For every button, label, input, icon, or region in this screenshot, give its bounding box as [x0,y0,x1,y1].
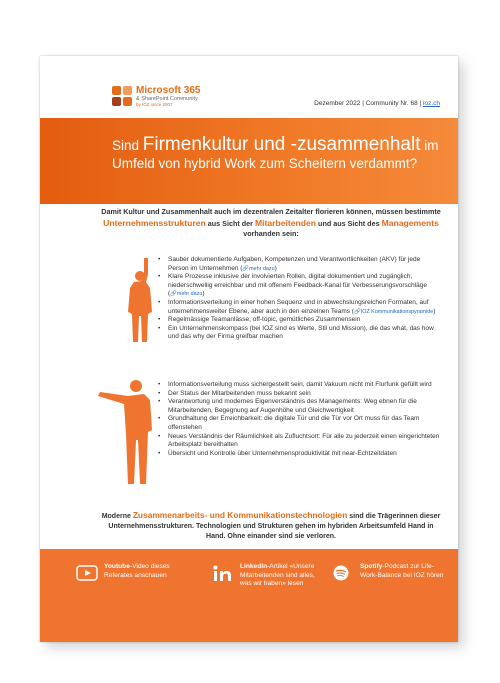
title-post: im Umfeld von hybrid Work zum Scheitern verdammt? [112,138,439,171]
newsletter-page [40,56,458,642]
list-item [158,316,442,325]
intro-text-3: und aus Sicht des [316,218,382,228]
linkedin-text[interactable]: -Artikel «Unsere Mitarbeitenden sind alles, was wir haben» lesen [240,563,315,588]
intro-text-2: aus Sicht der [205,218,255,228]
youtube-label[interactable]: Youtube [104,563,130,570]
mehr-dazu-link[interactable]: 🔗mehr dazu [170,291,203,298]
list-item-text: Informationsverteilung in einer hohen Sequenz und in abwechslungsreichen Formaten, auf unternehmensweiter Ebene, aber auch in den einzelnen Teams ( [168,298,429,315]
list-item [158,256,442,273]
linkedin-icon [212,565,234,581]
logo-subtitle: & SharePoint Community [136,96,198,102]
intro-highlight-1: Unternehmensstrukturen [103,217,206,228]
logo-title: Microsoft 365 [136,85,201,96]
mehr-dazu-link[interactable]: 🔗mehr dazu [242,265,275,272]
list-item: • Grundhaltung der Erreichbarkeit: die digitale Tür und die Tür vor Ort muss für das Team offenstehen [158,415,442,432]
intro-highlight-2: Mitarbeitenden [254,217,317,228]
list-item-text: Klare Prozesse inklusive der involvierten Rollen, digital dokumentiert und zugänglich, niederschwellig erreichbar und mit offenem Feedback-Kanal für Verbesserungsvorschläge ( [168,273,427,298]
page-title [112,136,442,173]
issue-text: Dezember 2022 | Community Nr. 68 | [314,100,422,107]
outro-highlight: Zusammenarbeits- und Kommunikationstechnologien [132,510,348,520]
issue-line [314,100,440,107]
list-item [158,273,442,299]
list-item-tail: ) [202,290,205,298]
person-raising-hand-icon [124,254,158,344]
management-requirements-list [158,381,442,458]
list-item-text: Ein Unternehmenskompass (bei IOZ sind es Werte, Stil und Mission), die das what, das how und das why der Firma greifbar machen [168,324,434,341]
title-highlight: Firmenkultur und -zusammenhalt [142,134,421,155]
list-item-text: Sauber dokumentierte Aufgaben, Kompetenzen und Verantwortlichkeiten (AKV) für jede Person im Unternehmen ( [168,256,421,272]
list-item: • Übersicht und Kontrolle über Unternehmensproduktivität mit near-Echtzeitdaten [158,450,442,459]
youtube-text[interactable]: -Video dieses Referates anschauen [104,563,170,579]
footer-banner [40,549,458,642]
intro-highlight-3: Managements [381,217,439,228]
logo-squares-icon [112,86,132,106]
list-item-tail: ) [433,307,436,315]
spotify-icon [332,565,354,581]
kommunikationspyramide-link[interactable]: 🔗IOZ Kommunikationspyramide [353,308,434,315]
list-item: • Neues Verständnis der Räumlichkeit als Zufluchtsort: Für alle zu jederzeit einen eingerichteten Arbeitsplatz bereithalten [158,433,442,450]
outro-text-2: sind die Trägerinnen dieser Unternehmensstrukturen. Technologien und Strukturen gehen im hybriden Arbeitsumfeld Hand in Hand. Ohne einander sind sie verloren. [108,513,441,540]
issue-link[interactable]: ioz.ch [423,100,440,107]
list-item: • Der Status der Mitarbeitenden muss bekannt sein [158,390,442,399]
list-item-tail: ) [274,264,277,272]
list-item [158,325,442,342]
youtube-icon [76,565,98,581]
employee-requirements-list [158,256,442,342]
list-item-text: Regelmässige Teamanlässe, off-topic, gemütliches Zusammensein [168,316,361,324]
outro-paragraph [98,510,444,542]
link-text[interactable]: mehr dazu [249,265,275,272]
list-item: • Informationsverteilung muss sichergestellt sein, damit Vakuum nicht mit Flurfunk gefüllt wird [158,381,442,390]
person-pointing-icon [96,374,156,486]
linkedin-label[interactable]: LinkedIn [240,563,268,570]
intro-paragraph [100,207,442,240]
outro-text-1: Moderne [101,513,133,520]
logo-tagline: by IOZ since 2007 [136,102,173,107]
intro-text-1: Damit Kultur und Zusammenhalt auch im dezentralen Zeitalter florieren können, müssen bestimmte [101,207,441,216]
list-item: • Verantwortung und modernes Eigenverständnis des Managements: Weg ebnen für die Mitarbeitenden, Begegnung auf Augenhöhe und Gleichwertigkeit [158,398,442,415]
spotify-label[interactable]: Spotify [360,563,383,570]
intro-text-4: vorhanden sein: [243,229,299,238]
title-pre: Sind [112,138,143,153]
spotify-text[interactable]: -Podcast zur Life-Work-Balance bei IOZ hören [360,563,444,579]
link-text[interactable]: mehr dazu [176,291,203,298]
list-item [158,299,442,316]
link-text[interactable]: IOZ Kommunikationspyramide [360,308,434,315]
